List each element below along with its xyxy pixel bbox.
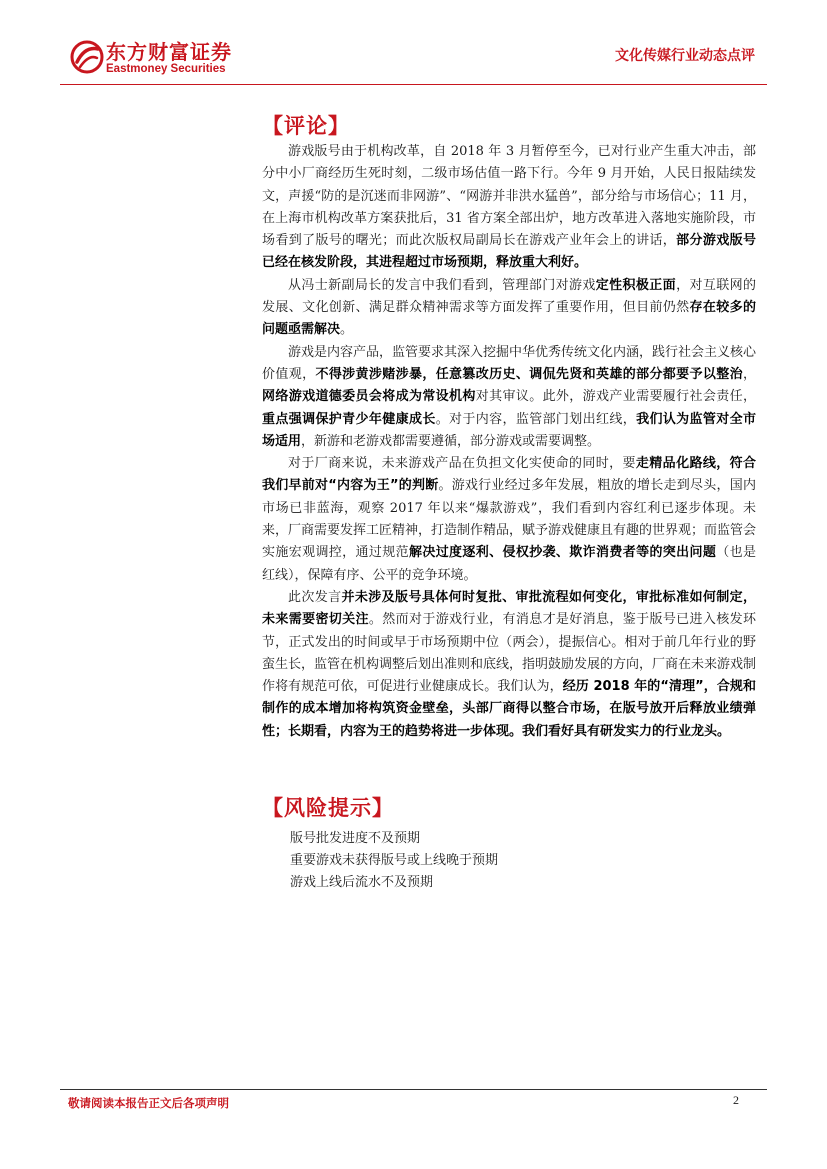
comment-body — [262, 141, 756, 743]
comment-paragraph — [262, 141, 756, 275]
paragraph-text: 对于厂商来说，未来游戏产品在负担文化实使命的同时，要 — [288, 456, 636, 472]
emphasis-text: 重点强调保护青少年健康成长 — [262, 411, 436, 427]
paragraph-text: （也是红线），保障有序、公平的竞争环境。 — [262, 545, 756, 583]
paragraph-text: ， — [742, 366, 756, 382]
emphasis-text: 解决过度逐利、侵权抄袭、欺诈消费者等的突出问题 — [408, 545, 717, 561]
risk-section-title: 【风险提示】 — [262, 796, 394, 820]
risk-item: 版号批发进度不及预期 — [290, 831, 421, 846]
comment-paragraph — [262, 453, 756, 587]
emphasis-text: 部分游戏版号已经在核发阶段，其进程超过市场预期，释放重大利好。 — [262, 233, 756, 271]
emphasis-text: 经历 2018 年的“清理”，合规和制作的成本增加将构筑资金壁垒，头部厂商得以整合市场，在版号放开后释放业绩弹性；长期看，内容为王的趋势将进一步体现。我们看好具有研发实力的行业龙头。 — [262, 679, 756, 739]
emphasis-text: 我们认为监管对全市场适用 — [262, 411, 756, 449]
emphasis-text: 走精品化路线，符合我们早前对“内容为王”的判断 — [262, 456, 756, 494]
paragraph-text: 。 — [340, 322, 354, 338]
emphasis-text: 不得涉黄涉赌涉暴，任意篡改历史、调侃先贤和英雄的部分都要予以整治 — [315, 366, 743, 382]
page-number: 2 — [733, 1093, 739, 1107]
paragraph-text: 对其审议。此外，游戏产业需要履行社会责任， — [475, 389, 756, 405]
paragraph-text: 从冯士新副局长的发言中我们看到，管理部门对游戏 — [288, 277, 596, 293]
emphasis-text: 存在较多的问题亟需解决 — [262, 300, 756, 338]
page-header — [60, 36, 767, 86]
comment-paragraph — [262, 587, 756, 743]
eastmoney-logo-icon — [70, 40, 104, 74]
comment-paragraph — [262, 275, 756, 342]
paragraph-text: ，对互联网的发展、文化创新、满足群众精神需求等方面发挥了重要作用，但目前仍然 — [262, 277, 756, 316]
risk-item: 游戏上线后流水不及预期 — [290, 875, 434, 890]
header-divider — [60, 84, 767, 85]
risk-list — [290, 828, 498, 894]
company-name-cn: 东方财富证券 — [106, 40, 232, 64]
footer-divider — [60, 1089, 767, 1090]
paragraph-text: 游戏是内容产品，监管要求其深入挖掘中华优秀传统文化内涵，践行社会主义核心价值观， — [262, 344, 757, 382]
paragraph-text: 游戏版号由于机构改革，自 2018 年 3 月暂停至今，已对行业产生重大冲击，部分中小厂商经历生死时刻，二级市场估值一路下行。今年 9 月开始，人民日报陆续发文，声援“防的是沉迷而非网游”、“网游并非洪水猛兽”，部分给与市场信心；11 月，在上海市机构改革方案获批后，31 省方案全部出炉，地方改革进入落地实施阶段，市场看到了版号的曙光；而此次版权局副局长在游戏产业年会上的讲话， — [262, 144, 756, 249]
company-logo — [70, 36, 270, 80]
comment-paragraph — [262, 342, 756, 453]
company-name-en: Eastmoney Securities — [106, 63, 226, 75]
risk-item: 重要游戏未获得版号或上线晚于预期 — [290, 853, 499, 868]
disclaimer-note: 敬请阅读本报告正文后各项声明 — [68, 1096, 229, 1110]
paragraph-text: 。然而对于游戏行业，有消息才是好消息，鉴于版号已进入核发环节，正式发出的时间或早于市场预期中位（两会），提振信心。相对于前几年行业的野蛮生长，监管在机构调整后划出准则和底线，指明鼓励发展的方向，厂商在未来游戏制作将有规范可依，可促进行业健康成长。我们认为， — [262, 612, 757, 695]
emphasis-text: 定性积极正面 — [595, 277, 677, 293]
emphasis-text: 并未涉及版号具体何时复批、审批流程如何变化，审批标准如何制定，未来需要密切关注 — [262, 589, 756, 628]
paragraph-text: 此次发言 — [288, 589, 342, 605]
paragraph-text: ，新游和老游戏都需要遵循，部分游戏或需要调整。 — [301, 433, 601, 449]
paragraph-text: 。游戏行业经过多年发展，粗放的增长走到尽头，国内市场已非蓝海，观察 2017 年以来“爆款游戏”，我们看到内容红利已逐步体现。未来，厂商需要发挥工匠精神，打造制作精品，赋予游戏健康且有趣的世界观；而监管会实施宏观调控，通过规范 — [262, 478, 757, 561]
comment-section-title: 【评论】 — [262, 114, 350, 138]
report-type: 文化传媒行业动态点评 — [615, 48, 755, 64]
emphasis-text: 网络游戏道德委员会将成为常设机构 — [262, 389, 476, 405]
paragraph-text: 。对于内容，监管部门划出红线， — [435, 411, 637, 427]
